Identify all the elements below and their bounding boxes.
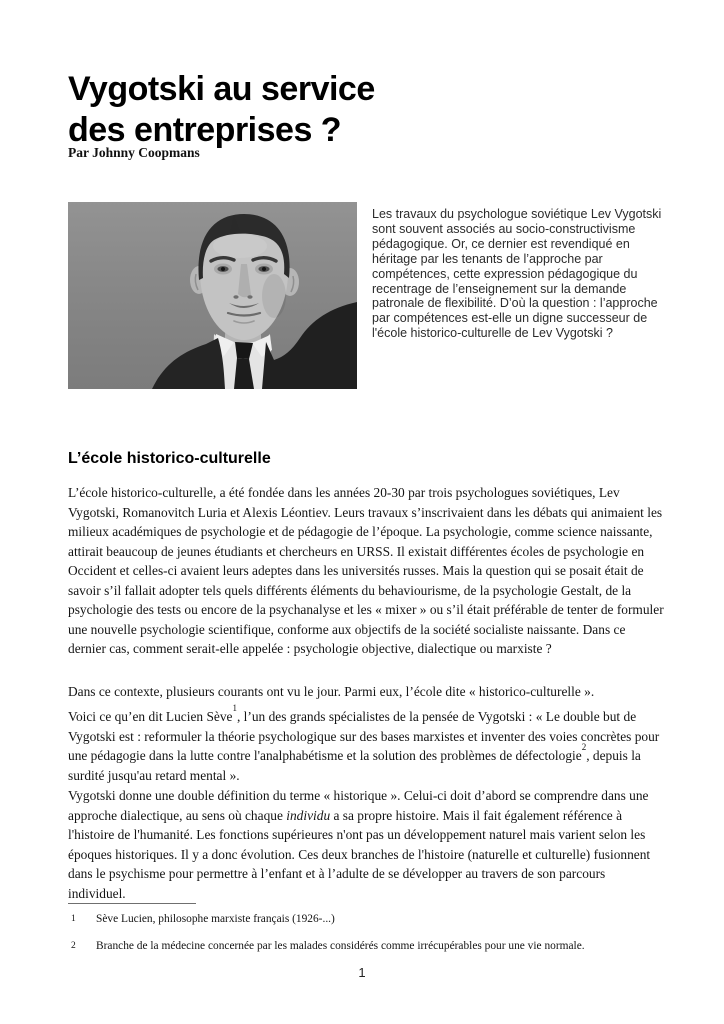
footnote-ref-2: 2 [581, 741, 587, 752]
footnotes [68, 912, 664, 966]
footnote-2 [68, 939, 664, 953]
paragraph-3-text: , depuis la surdité jusqu'au retard mental ». [68, 748, 641, 783]
page-number: 1 [358, 965, 366, 980]
paragraph-4-text: a sa propre histoire. Mais il fait également référence à l'histoire de l'humanité. Les fonctions supérieures n'ont pas un développement naturel mais varient selon les époques historiques. Il y a donc évolution. Ces deux branches de l'histoire (naturelle et culturelle) fusionnent dans le psychisme pour permettre à l’enfant et à l’adulte de se développer au travers de son parcours individuel. [68, 807, 651, 901]
footnote-1-text: Sève Lucien, philosophe marxiste français (1926-...) [96, 913, 335, 925]
section-heading: L’école historico-culturelle [68, 450, 271, 467]
paragraph-1: L’école historico-culturelle, a été fondée dans les années 20-30 par trois psychologues soviétiques, Lev Vygotski, Romanovitch Luria et Alexis Léontiev. Leurs travaux s’inscrivaient dans les débats qui animaient les milieux académiques de psychologie et de pédagogie de l’époque. La psychologie, comme science naissante, attirait beaucoup de jeunes étudiants et chercheurs en URSS. Il existait différentes écoles de psychologie en Occident et celles-ci avaient leurs adeptes dans les universités russes. Mais la question qui se posait était de savoir s’il fallait adopter tels quels différents éléments du behaviourisme, de la psychologie Gestalt, de la psychologie des tests ou encore de la psychanalyse et les « mixer » ou s’il était préférable de tenter de formuler une nouvelle psychologie scientifique, conforme aux objectifs de la société socialiste naissante. Dans ce dernier cas, comment serait-elle appelée : psychologie objective, dialectique ou marxiste ? [68, 485, 664, 656]
lead-paragraph: Les travaux du psychologue soviétique Lev Vygotski sont souvent associés au socio-constructivisme pédagogique. Or, ce dernier est revendiqué en héritage par les tenants de l’approche par compétences, cette expression pédagogique du recentrage de l’enseignement sur la demande patronale de flexibilité. D’où la question : l’approche par compétences est-elle un digne successeur de l'école historico-culturelle de Lev Vygotski ? [372, 207, 662, 341]
footnote-2-text: Branche de la médecine concernée par les malades considérés comme irrécupérables pour une vie normale. [96, 940, 585, 952]
paragraph-3-text: , l’un des grands spécialistes de la pensée de Vygotski : « Le double but de Vygotski est : reformuler la théorie psychologique sur des bases marxistes et inventer des voies concrètes pour une pédagogie dans la lutte contre l'analphabétisme et la solution des problèmes de défectologie [68, 709, 660, 763]
footnote-2-number: 2 [71, 941, 76, 951]
paragraph-4 [68, 786, 664, 903]
footnote-1-number: 1 [71, 914, 76, 924]
footnote-separator-rule [68, 903, 196, 904]
body-text [68, 0, 664, 1024]
paragraph-3 [68, 702, 664, 785]
byline: Par Johnny Coopmans [68, 145, 200, 160]
page-title-line2: des entreprises ? [68, 110, 342, 149]
paragraph-4-text: Vygotski donne une double définition du terme « historique ». Celui-ci doit d’abord se comprendre dans une approche dialectique, au sens où chaque [68, 788, 649, 823]
page-title-line1: Vygotski au service [68, 69, 375, 108]
paragraph-2: Dans ce contexte, plusieurs courants ont vu le jour. Parmi eux, l’école dite « historico-culturelle ». [68, 684, 595, 699]
paragraph-4-italic-word: individu [286, 807, 331, 823]
paragraph-3-text: Voici ce qu’en dit Lucien Sève [68, 709, 233, 724]
footnote-ref-1: 1 [232, 702, 237, 713]
footnote-1 [68, 912, 664, 926]
